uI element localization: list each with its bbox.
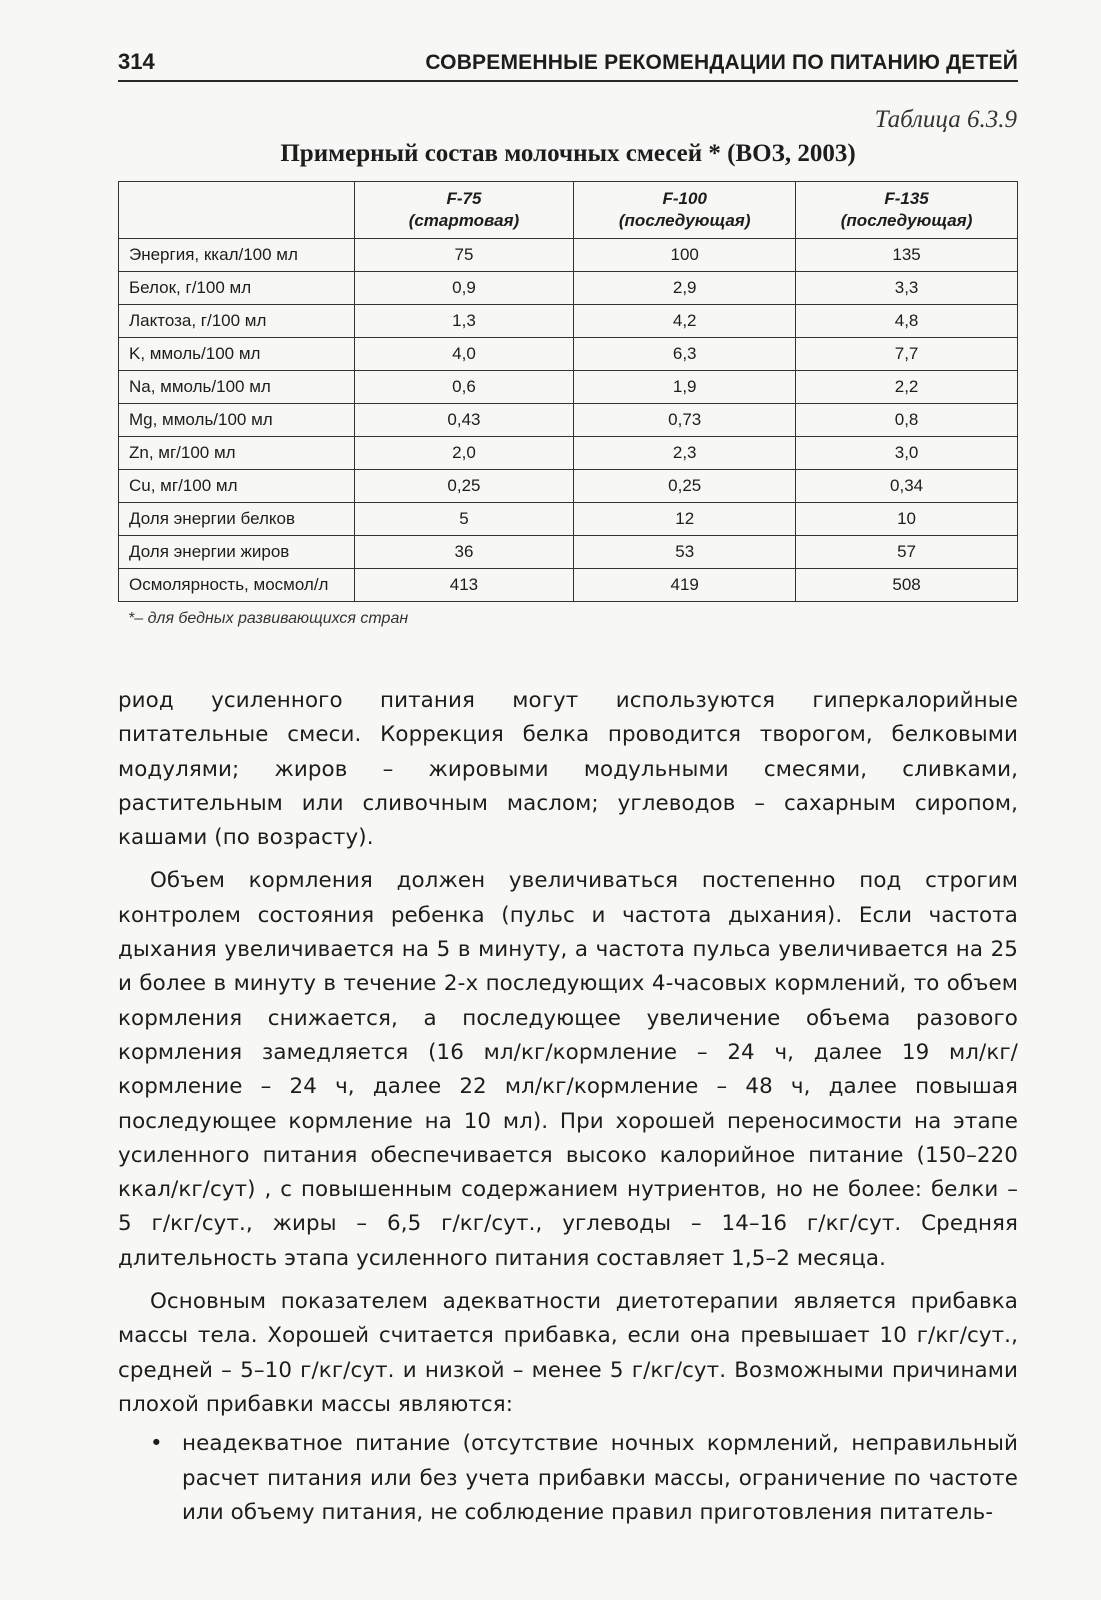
table-row (119, 569, 1018, 602)
cell-value: 0,8 (796, 404, 1018, 437)
table-row (119, 338, 1018, 371)
table-row (119, 239, 1018, 272)
row-label: Mg, ммоль/100 мл (119, 404, 355, 437)
cell-value: 0,43 (354, 404, 574, 437)
table-row (119, 305, 1018, 338)
cell-value: 10 (796, 503, 1018, 536)
running-title: СОВРЕМЕННЫЕ РЕКОМЕНДАЦИИ ПО ПИТАНИЮ ДЕТЕЙ (425, 51, 1018, 74)
cell-value: 3,0 (796, 437, 1018, 470)
cell-value: 413 (354, 569, 574, 602)
cell-value: 0,6 (354, 371, 574, 404)
table-footnote: *– для бедных развивающихся стран (128, 610, 409, 627)
composition-table (118, 181, 1018, 602)
row-label: Доля энергии жиров (119, 536, 355, 569)
row-label: Доля энергии белков (119, 503, 355, 536)
table-header-row (119, 182, 1018, 239)
table-label: Таблица 6.3.9 (874, 106, 1017, 133)
row-label: Zn, мг/100 мл (119, 437, 355, 470)
cell-value: 0,25 (354, 470, 574, 503)
cell-value: 4,0 (354, 338, 574, 371)
cell-value: 2,2 (796, 371, 1018, 404)
cell-value: 135 (796, 239, 1018, 272)
cell-value: 1,3 (354, 305, 574, 338)
header-cell-f135 (796, 182, 1018, 239)
cell-value: 0,9 (354, 272, 574, 305)
cell-value: 57 (796, 536, 1018, 569)
cell-value: 2,3 (574, 437, 796, 470)
row-label: Осмолярность, мосмол/л (119, 569, 355, 602)
bullet-icon: • (150, 1431, 163, 1457)
table-title: Примерный состав молочных смесей * (ВОЗ, 2003) (280, 140, 856, 167)
table-row (119, 536, 1018, 569)
row-label: Лактоза, г/100 мл (119, 305, 355, 338)
cell-value: 6,3 (574, 338, 796, 371)
cell-value: 36 (354, 536, 574, 569)
table-row (119, 503, 1018, 536)
column-subtitle: (последующая) (618, 211, 751, 230)
cell-value: 0,34 (796, 470, 1018, 503)
cell-value: 4,2 (574, 305, 796, 338)
cell-value: 100 (574, 239, 796, 272)
body-text (118, 684, 1018, 1530)
paragraph: Основным показателем адекватности диетотерапии является прибавка массы тела. Хорошей считается прибавка, если она превышает 10 г/кг/сут., средней – 5–10 г/кг/сут. и низкой – менее 5 г/кг/сут. Возможными причинами плохой прибавки массы являются: (118, 1289, 1018, 1417)
cell-value: 53 (574, 536, 796, 569)
cell-value: 5 (354, 503, 574, 536)
column-name: F-75 (446, 189, 482, 208)
cell-value: 2,0 (354, 437, 574, 470)
cell-value: 12 (574, 503, 796, 536)
running-header (118, 42, 1018, 82)
header-cell-f75 (354, 182, 574, 239)
cell-value: 1,9 (574, 371, 796, 404)
cell-value: 0,73 (574, 404, 796, 437)
column-name: F-135 (884, 189, 929, 208)
row-label: Cu, мг/100 мл (119, 470, 355, 503)
cell-value: 7,7 (796, 338, 1018, 371)
cell-value: 2,9 (574, 272, 796, 305)
row-label: Na, ммоль/100 мл (119, 371, 355, 404)
paragraph: риод усиленного питания могут используются гиперкалорийные питательные смеси. Коррекция белка проводится творогом, белковыми модулями; жиров – жировыми модульными смесями, сливками, растительным или сливочным маслом; углеводов – сахарным сиропом, кашами (по возрасту). (118, 688, 1018, 851)
column-subtitle: (стартовая) (408, 211, 520, 230)
row-label: Белок, г/100 мл (119, 272, 355, 305)
table-row (119, 371, 1018, 404)
cell-value: 508 (796, 569, 1018, 602)
paragraph: Объем кормления должен увеличиваться постепенно под строгим контролем состояния ребенка (пульс и частота дыхания). Если частота дыхания увеличивается на 5 в минуту, а частота пульса увеличивается на 25 и более в минуту в течение 2-х последующих 4-часовых кормлений, то объем кормления снижается, а последующее увеличение объема разового кормления замедляется (16 мл/кг/кормление – 24 ч, далее 19 мл/кг/кормление – 24 ч, далее 22 мл/кг/кормление – 48 ч, далее повышая последующее кормление на 10 мл). При хорошей переносимости на этапе усиленного питания обеспечивается высоко калорийное питание (150–220 ккал/кг/сут) , с повышенным содержанием нутриентов, но не более: белки – 5 г/кг/сут., жиры – 6,5 г/кг/сут., углеводы – 14–16 г/кг/сут. Средняя длительность этапа усиленного питания составляет 1,5–2 месяца. (118, 868, 1018, 1271)
header-cell-f100 (574, 182, 796, 239)
table-row (119, 470, 1018, 503)
row-label: K, ммоль/100 мл (119, 338, 355, 371)
column-subtitle: (последующая) (840, 211, 973, 230)
table-row (119, 272, 1018, 305)
page-number: 314 (118, 49, 155, 74)
cell-value: 3,3 (796, 272, 1018, 305)
cell-value: 0,25 (574, 470, 796, 503)
header-cell-empty (119, 182, 355, 239)
column-name: F-100 (662, 189, 707, 208)
cell-value: 419 (574, 569, 796, 602)
cell-value: 4,8 (796, 305, 1018, 338)
list-item (118, 1427, 1018, 1530)
list-item-text: неадекватное питание (отсутствие ночных кормлений, неправильный расчет питания или без учета прибавки массы, ограничение по частоте или объему питания, не соблюдение правил приготовления питатель- (182, 1431, 1018, 1525)
cell-value: 75 (354, 239, 574, 272)
table-row (119, 437, 1018, 470)
table-row (119, 404, 1018, 437)
row-label: Энергия, ккал/100 мл (119, 239, 355, 272)
